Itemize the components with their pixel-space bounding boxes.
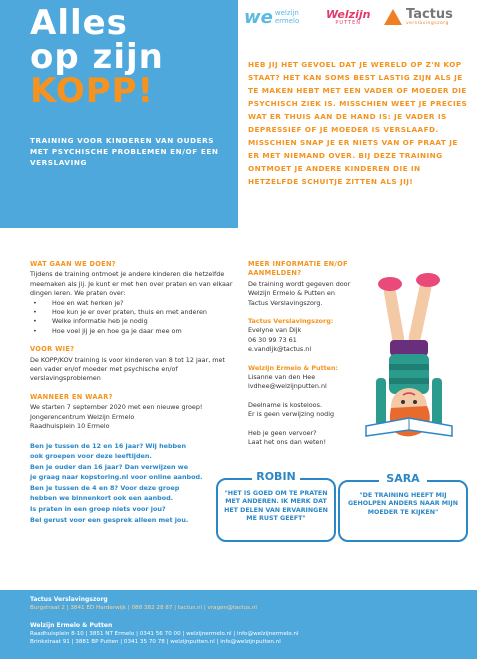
when-address: Raadhuisplein 10 Ermelo (30, 422, 110, 431)
bullet-icon (30, 327, 52, 336)
right-column: MEER INFORMATIE EN/OF AANMELDEN? De training wordt gegeven door Welzijn Ermelo & Putten en Tactus Verslavingszorg. Tactus Verslavingszorg: Evelyne van Dijk 06 30 99 73 61 e.vandijk@tactus.nl Welzijn Ermelo & Putten: Lisanne van den Hee lvdhee@welzijnputten.nl Deelname is kosteloos. Er is geen verwijzing nodig Heb je geen vervoer? Laat het ons dan weten! (248, 260, 388, 448)
when-location: Jongerencentrum Welzijn Ermelo (30, 412, 135, 421)
heading-who: VOOR WIE? (30, 345, 75, 354)
bullet-icon (30, 299, 52, 308)
quote-name-robin: ROBIN (252, 470, 300, 483)
subtitle: TRAINING VOOR KINDEREN VAN OUDERS MET PSYCHISCHE PROBLEMEN EN/OF EEN VERSLAVING (30, 136, 219, 167)
footer-welzijn-ermelo[interactable]: Raadhuisplein 8-10 | 3851 NT Ermelo | 0341 56 70 00 | welzijnermelo.nl | info@welzijnermelo.nl (30, 631, 299, 637)
heading-what: WAT GAAN WE DOEN? (30, 260, 116, 268)
welzijn-contact-label: Welzijn Ermelo & Putten: (248, 363, 339, 372)
tactus-logo: Tactus verslavingszorg (384, 4, 453, 30)
footer-tactus-contact[interactable]: Burgstraat 2 | 3841 ED Harderwijk | 088 382 28 87 | tactus.nl | vragen@tactus.nl (30, 605, 257, 611)
what-text: Tijdens de training ontmoet je andere kinderen die hetzelfde meemaken als jij. Je kunt er met hen over praten en van elkaar dingen leren. We praten over: (30, 270, 233, 298)
footer-welzijn-title: Welzijn Ermelo & Putten (30, 622, 113, 629)
footer-welzijn-putten[interactable]: Brinkstraat 91 | 3881 BP Putten | 0341 35 70 78 | welzijnputten.nl | info@welzijnputten.nl (30, 639, 281, 645)
age-groups-text: Ben je tussen de 12 en 16 jaar? Wij hebben ook groepen voor deze leeftijden. Ben je ouder dan 16 jaar? Dan verwijzen we je graag naar kopstoring.nl voor online aanbod. Ben je tussen de 4 en 8? Voor deze groep hebben we binnenkort ook een aanbod. Is praten in een groep niets voor jou? Bel gerust voor een gesprek alleen met jou. (30, 441, 203, 524)
left-column (30, 260, 235, 525)
tactus-contact-name: Evelyne van Dijk (248, 326, 302, 335)
who-text: De KOPP/KOV training is voor kinderen van 8 tot 12 jaar, met een vader en/of moeder met psychische en/of verslavingsproblemen (30, 355, 225, 383)
tactus-contact-label: Tactus Verslavingszorg: (248, 317, 334, 326)
list-item: • Welke informatie heb je nodig (30, 317, 235, 326)
quote-name-sara: SARA (379, 472, 427, 485)
tactus-contact-email[interactable]: e.vandijk@tactus.nl (248, 345, 312, 354)
quote-text-robin: "HET IS GOED OM TE PRATEN MET ANDEREN. IK MERK DAT HET DELEN VAN ERVARINGEN ME RUST GEEFT" (224, 490, 328, 523)
when-date: We starten 7 september 2020 met een nieuwe groep! (30, 403, 203, 412)
title-line-1: Alles (30, 3, 128, 43)
welzijn-ermelo-logo: we welzijn ermelo (244, 6, 300, 28)
list-item: • Hoe voel jij je en hoe ga je daar mee om (30, 327, 235, 336)
heading-when: WANNEER EN WAAR? (30, 392, 113, 401)
handstand-girl-illustration (356, 268, 466, 438)
title-line-2: op zijn (30, 37, 164, 77)
title-line-3: KOPP! (30, 71, 155, 111)
quote-bubble-sara (338, 472, 468, 542)
footer-welzijn (30, 622, 470, 646)
bullet-icon (30, 317, 52, 326)
welzijn-contact-name: Lisanne van den Hee (248, 373, 316, 382)
footer-tactus-title: Tactus Verslavingszorg (30, 596, 108, 603)
quote-bubble-robin (216, 470, 336, 542)
tactus-contact-phone[interactable]: 06 30 99 73 61 (248, 335, 297, 344)
welzijn-putten-logo: Welzijn PUTTEN (326, 7, 371, 26)
footer-tactus (30, 596, 470, 612)
heading-info: MEER INFORMATIE EN/OF AANMELDEN? (248, 260, 348, 278)
logo-bar (244, 4, 474, 30)
tactus-triangle-icon (384, 9, 402, 25)
intro-text: HEB JIJ HET GEVOEL DAT JE WERELD OP Z'N KOP STAAT? HET KAN SOMS BEST LASTIG ZIJN ALS JE TE MAKEN HEBT MET EEN VADER OF MOEDER DIE PSYCHISCH ZIEK IS. MISSCHIEN WEET JE PRECIES WAT ER THUIS AAN DE HAND IS: JE VADER IS DEPRESSIEF OF JE MOEDER IS VERSLAAFD. MISSCHIEN SNAP JE ER NIETS VAN OF PRAAT JE ER MET NIEMAND OVER. BIJ DEZE TRAINING ONTMOET JE ANDERE KINDEREN DIE IN HETZELFDE SCHUITJE ZITTEN ALS JIJ! (248, 60, 468, 186)
topic-list (30, 299, 235, 337)
page-title (30, 3, 164, 111)
list-item: • Hoe kun je er over praten, thuis en met anderen (30, 308, 235, 317)
quote-text-sara: "DE TRAINING HEEFT MIJ GEHOLPEN ANDERS NAAR MIJN MOEDER TE KIJKEN" (347, 492, 458, 516)
list-item: • Hoe en wat herken je? (30, 299, 235, 308)
welzijn-contact-email[interactable]: lvdhee@welzijnputten.nl (248, 382, 327, 391)
bullet-icon (30, 308, 52, 317)
